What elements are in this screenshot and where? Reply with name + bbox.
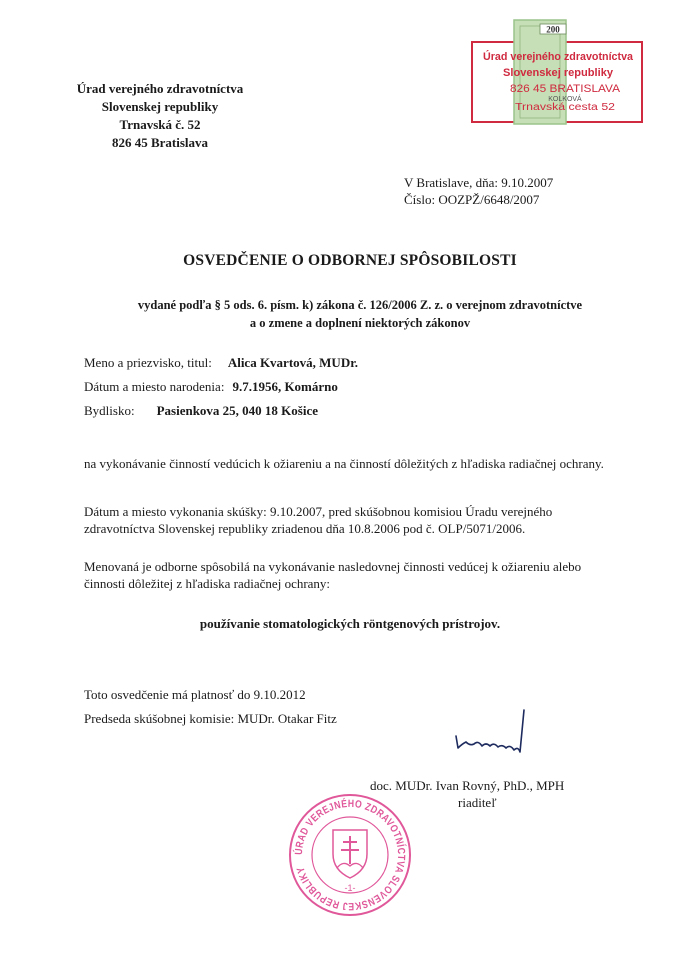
name-value: Alica Kvartová, MUDr. — [227, 355, 359, 370]
birth-label: Dátum a miesto narodenia: — [84, 379, 225, 394]
red-stamp-line2: Slovenskej republiky — [503, 67, 614, 79]
activity-text: používanie stomatologických röntgenových prístrojov. — [199, 616, 501, 631]
issuer-line-3: Trnavská č. 52 — [119, 117, 201, 132]
name-label: Meno a priezvisko, titul: — [84, 355, 212, 370]
date-line: V Bratislave, dňa: 9.10.2007 — [404, 175, 554, 190]
issuer-line-4: 826 45 Bratislava — [111, 135, 209, 150]
revenue-stamp-value: 200 — [546, 24, 560, 35]
document-title: OSVEDČENIE O ODBORNEJ SPÔSOBILOSTI — [183, 252, 517, 269]
round-seal — [285, 790, 415, 920]
red-stamp-line3: 826 45 BRATISLAVA — [510, 83, 621, 95]
commission-chair: Predseda skúšobnej komisie: MUDr. Otakar Fitz — [84, 711, 337, 726]
address-label: Bydlisko: — [84, 403, 135, 418]
reference-number: Číslo: OOZPŽ/6648/2007 — [404, 192, 540, 207]
address-value: Pasienkova 25, 040 18 Košice — [156, 403, 318, 418]
birth-value: 9.7.1956, Komárno — [232, 379, 338, 394]
birth-field — [84, 379, 338, 395]
revenue-stamp-block — [470, 16, 645, 128]
handwritten-signature — [448, 706, 538, 768]
address-field — [84, 403, 318, 419]
subtitle-line-1: vydané podľa § 5 ods. 6. písm. k) zákona č. 126/2006 Z. z. o verejnom zdravotníctve — [137, 298, 583, 312]
date-block — [404, 174, 553, 208]
validity-text: Toto osvedčenie má platnosť do 9.10.2012 — [84, 687, 306, 702]
red-stamp-line4: KOLKOVÁ — [548, 96, 582, 103]
issuer-line-2: Slovenskej republiky — [101, 99, 219, 114]
paragraph-exam: Dátum a miesto vykonania skúšky: 9.10.2007, pred skúšobnou komisiou Úradu verejného zdravotníctva Slovenskej republiky zriadenou dňa 10.8.2006 pod č. OLP/5071/2006. — [84, 504, 553, 536]
seal-number: -1- — [344, 883, 356, 893]
issuer-address — [60, 80, 260, 152]
signatory-name: doc. MUDr. Ivan Rovný, PhD., MPH — [370, 778, 565, 793]
name-field — [84, 355, 358, 371]
seal-ring-text: ÚRAD VEREJNÉHO ZDRAVOTNÍCTVA SLOVENSKEJ REPUBLIKY — [292, 797, 408, 913]
document-subtitle — [60, 296, 660, 332]
issuer-line-1: Úrad verejného zdravotníctva — [76, 81, 244, 96]
paragraph-competence: Menovaná je odborne spôsobilá na vykonávanie nasledovnej činnosti vedúcej k ožiareniu alebo činnosti dôležitej z hľadiska radiačnej ochrany: — [84, 559, 582, 591]
subtitle-line-2: a o zmene a doplnení niektorých zákonov — [249, 316, 471, 330]
red-stamp-line1: Úrad verejného zdravotníctva — [483, 51, 638, 63]
red-stamp-line5: Trnavská cesta 52 — [515, 102, 616, 113]
paragraph-purpose: na vykonávanie činností vedúcich k ožiareniu a na činností dôležitých z hľadiska radiačnej ochrany. — [84, 456, 604, 471]
signatory-role: riaditeľ — [458, 795, 497, 810]
